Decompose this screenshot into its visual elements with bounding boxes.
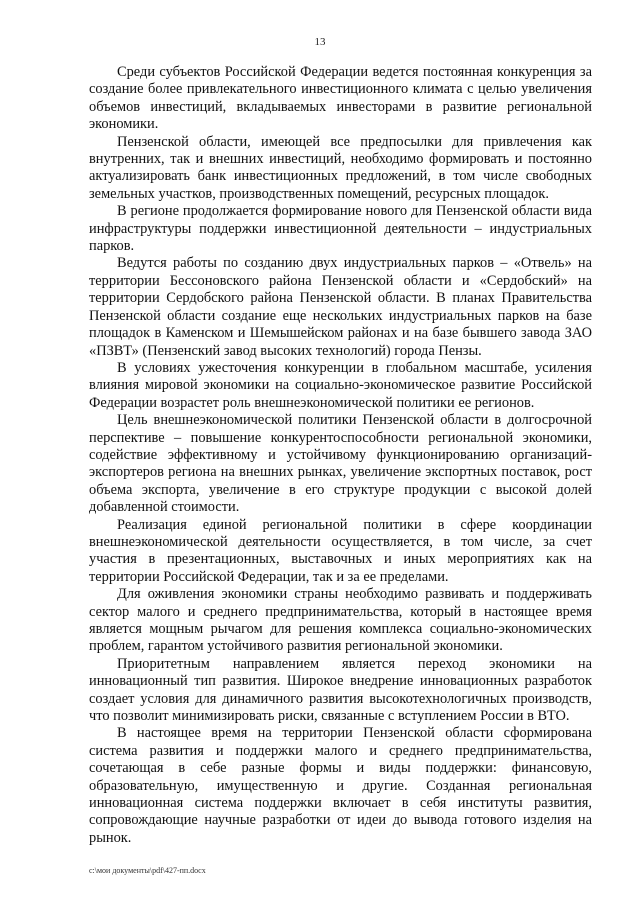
footer-file-path: c:\мои документы\pdf\427-пп.docx xyxy=(89,866,206,875)
paragraph: В настоящее время на территории Пензенской области сформирована система развития и поддержки малого и среднего предпринимательства, сочетающая в себе разные формы и виды поддержки: финансовую, образовательную, имущественную и другие. Созданная региональная инновационная система поддержки включает в себя институты развития, сопровождающие научные разработки от идеи до вывода готового изделия на рынок. xyxy=(89,725,592,846)
paragraph: Реализация единой региональной политики в сфере координации внешнеэкономической деятельности осуществляется, в том числе, за счет участия в презентационных, выставочных и иных мероприятиях как на территории Российской Федерации, так и за ее пределами. xyxy=(89,516,592,585)
paragraph: В условиях ужесточения конкуренции в глобальном масштабе, усиления влияния мировой экономики на социально-экономическое развитие Российской Федерации возрастет роль внешнеэкономической политики ее регионов. xyxy=(89,359,592,411)
paragraph: В регионе продолжается формирование нового для Пензенской области вида инфраструктуры поддержки инвестиционной деятельности – индустриальных парков. xyxy=(89,203,592,255)
body-text xyxy=(89,64,592,847)
paragraph: Ведутся работы по созданию двух индустриальных парков – «Отвель» на территории Бессоновского района Пензенской области и «Сердобский» на территории Сердобского района Пензенской области. В планах Правительства Пензенской области создание еще нескольких индустриальных парков на базе площадок в Каменском и Шемышейском районах и на базе бывшего завода ЗАО «ПЗВТ» (Пензенский завод высоких технологий) города Пензы. xyxy=(89,255,592,359)
paragraph: Пензенской области, имеющей все предпосылки для привлечения как внутренних, так и внешних инвестиций, необходимо формировать и постоянно актуализировать банк инвестиционных предложений, в том числе свободных земельных участков, производственных помещений, ресурсных площадок. xyxy=(89,133,592,202)
paragraph: Для оживления экономики страны необходимо развивать и поддерживать сектор малого и среднего предпринимательства, который в настоящее время является мощным рычагом для решения комплекса социально-экономических проблем, гарантом устойчивого развития региональной экономики. xyxy=(89,586,592,655)
paragraph: Среди субъектов Российской Федерации ведется постоянная конкуренция за создание более привлекательного инвестиционного климата с целью увеличения объемов инвестиций, вкладываемых инвесторами в развитие региональной экономики. xyxy=(89,64,592,133)
paragraph: Приоритетным направлением является переход экономики на инновационный тип развития. Широкое внедрение инновационных разработок создает условия для динамичного развития высокотехнологичных производств, что позволит минимизировать риски, связанные с вступлением России в ВТО. xyxy=(89,655,592,725)
paragraph: Цель внешнеэкономической политики Пензенской области в долгосрочной перспективе – повышение конкурентоспособности региональной экономики, содействие эффективному и устойчивому функционированию организаций-экспортеров региона на внешних рынках, увеличение экспортных поставок, рост объема экспорта, увеличение в его структуре продукции с высокой долей добавленной стоимости. xyxy=(89,412,592,516)
page-number: 13 xyxy=(314,36,326,48)
